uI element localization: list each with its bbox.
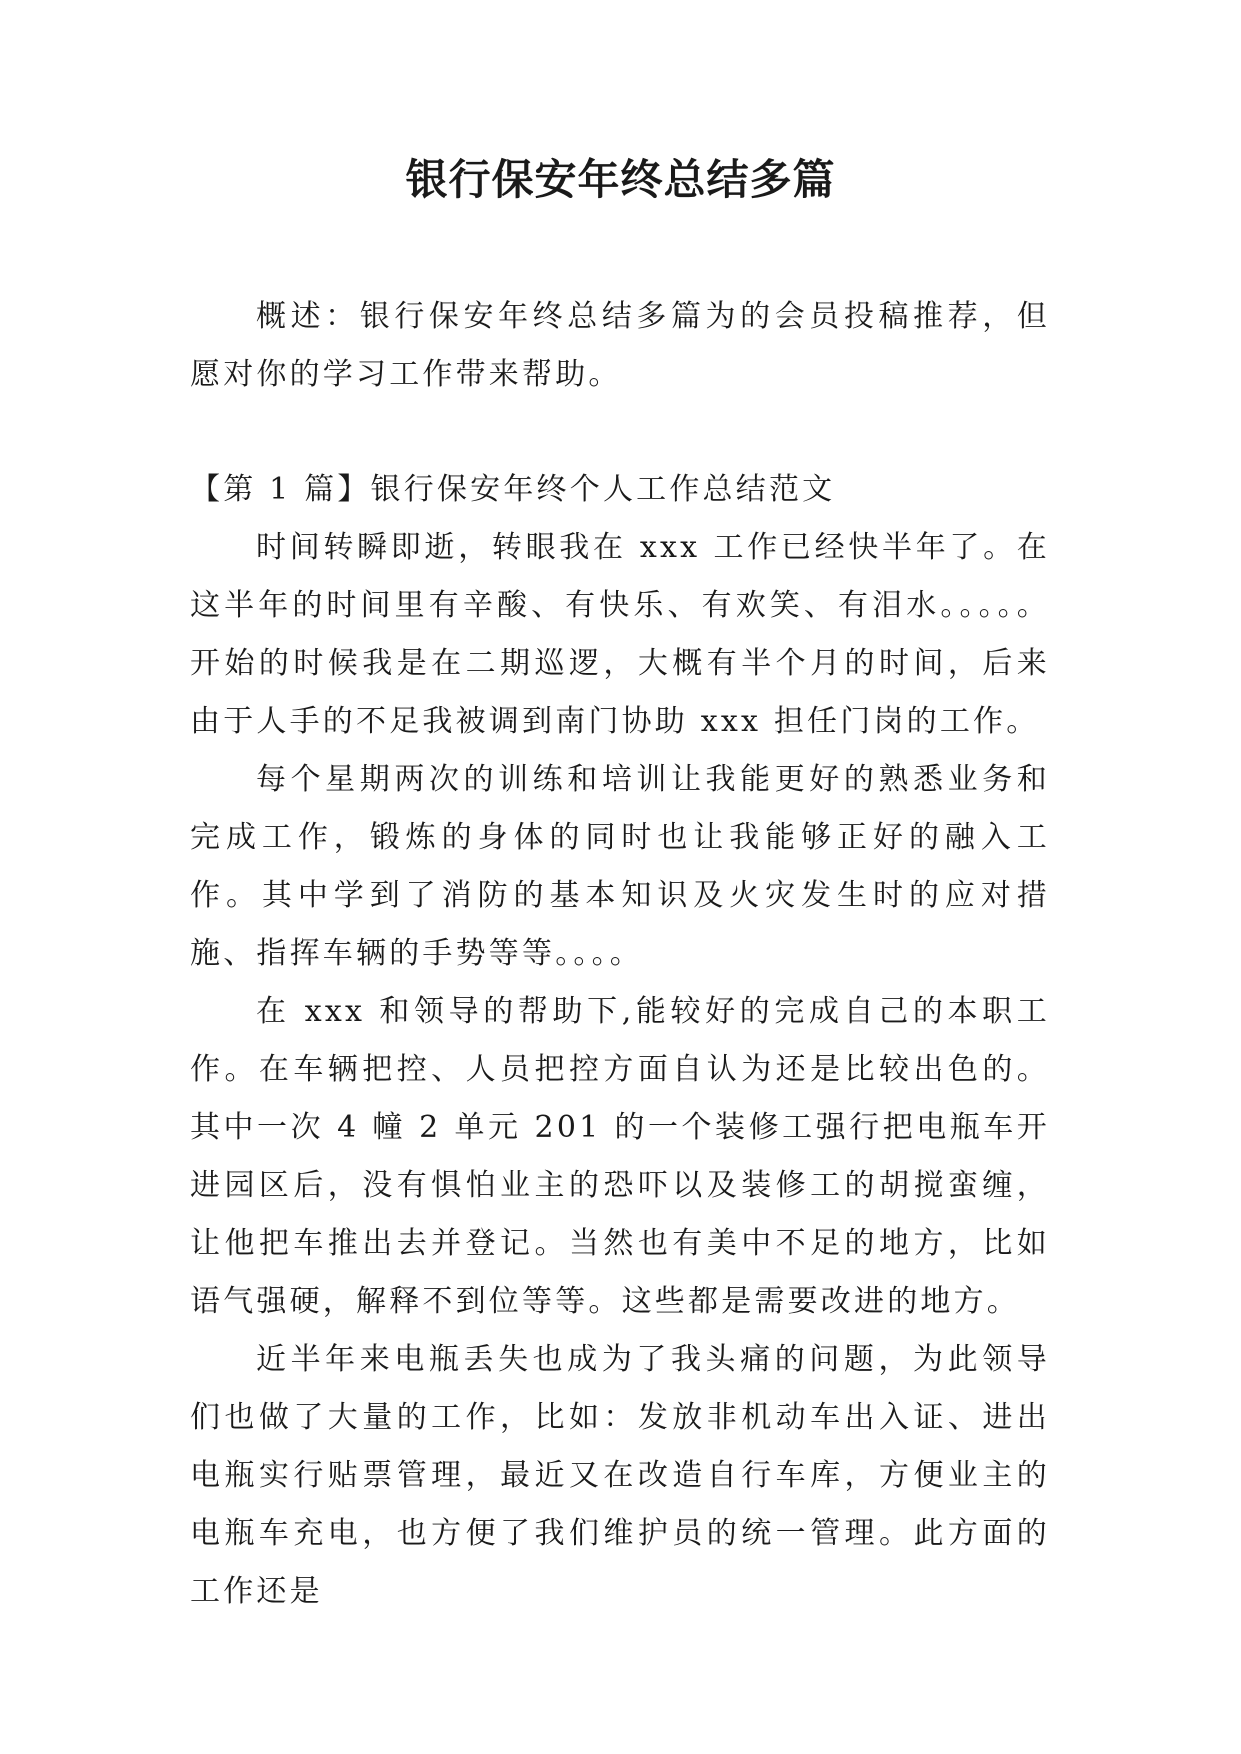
article-paragraph: 每个星期两次的训练和培训让我能更好的熟悉业务和完成工作，锻炼的身体的同时也让我能够正好的融入工作。其中学到了消防的基本知识及火灾发生时的应对措施、指挥车辆的手势等等。。。。 <box>190 762 1050 971</box>
article-paragraph: 在 xxx 和领导的帮助下,能较好的完成自己的本职工作。在车辆把控、人员把控方面自认为还是比较出色的。其中一次 4 幢 2 单元 201 的一个装修工强行把电瓶车开进园区后，没有惧怕业主的恐吓以及装修工的胡搅蛮缠，让他把车推出去并登记。当然也有美中不足的地方，比如语气强硬，解释不到位等等。这些都是需要改进的地方。 <box>190 994 1050 1319</box>
document-title: 银行保安年终总结多篇 <box>405 155 836 204</box>
summary-paragraph: 概述：银行保安年终总结多篇为的会员投稿推荐，但愿对你的学习工作带来帮助。 <box>190 299 1050 392</box>
article-section <box>190 461 1050 1621</box>
article-paragraph: 时间转瞬即逝，转眼我在 xxx 工作已经快半年了。在这半年的时间里有辛酸、有快乐、有欢笑、有泪水。。。。。开始的时候我是在二期巡逻，大概有半个月的时间，后来由于人手的不足我被调到南门协助 xxx 担任门岗的工作。 <box>190 530 1050 739</box>
article-paragraph: 近半年来电瓶丢失也成为了我头痛的问题，为此领导们也做了大量的工作，比如：发放非机动车出入证、进出电瓶实行贴票管理，最近又在改造自行车库，方便业主的电瓶车充电，也方便了我们维护员的统一管理。此方面的工作还是 <box>190 1342 1050 1609</box>
article-heading: 【第 1 篇】银行保安年终个人工作总结范文 <box>190 472 836 507</box>
summary-section <box>190 288 1050 404</box>
